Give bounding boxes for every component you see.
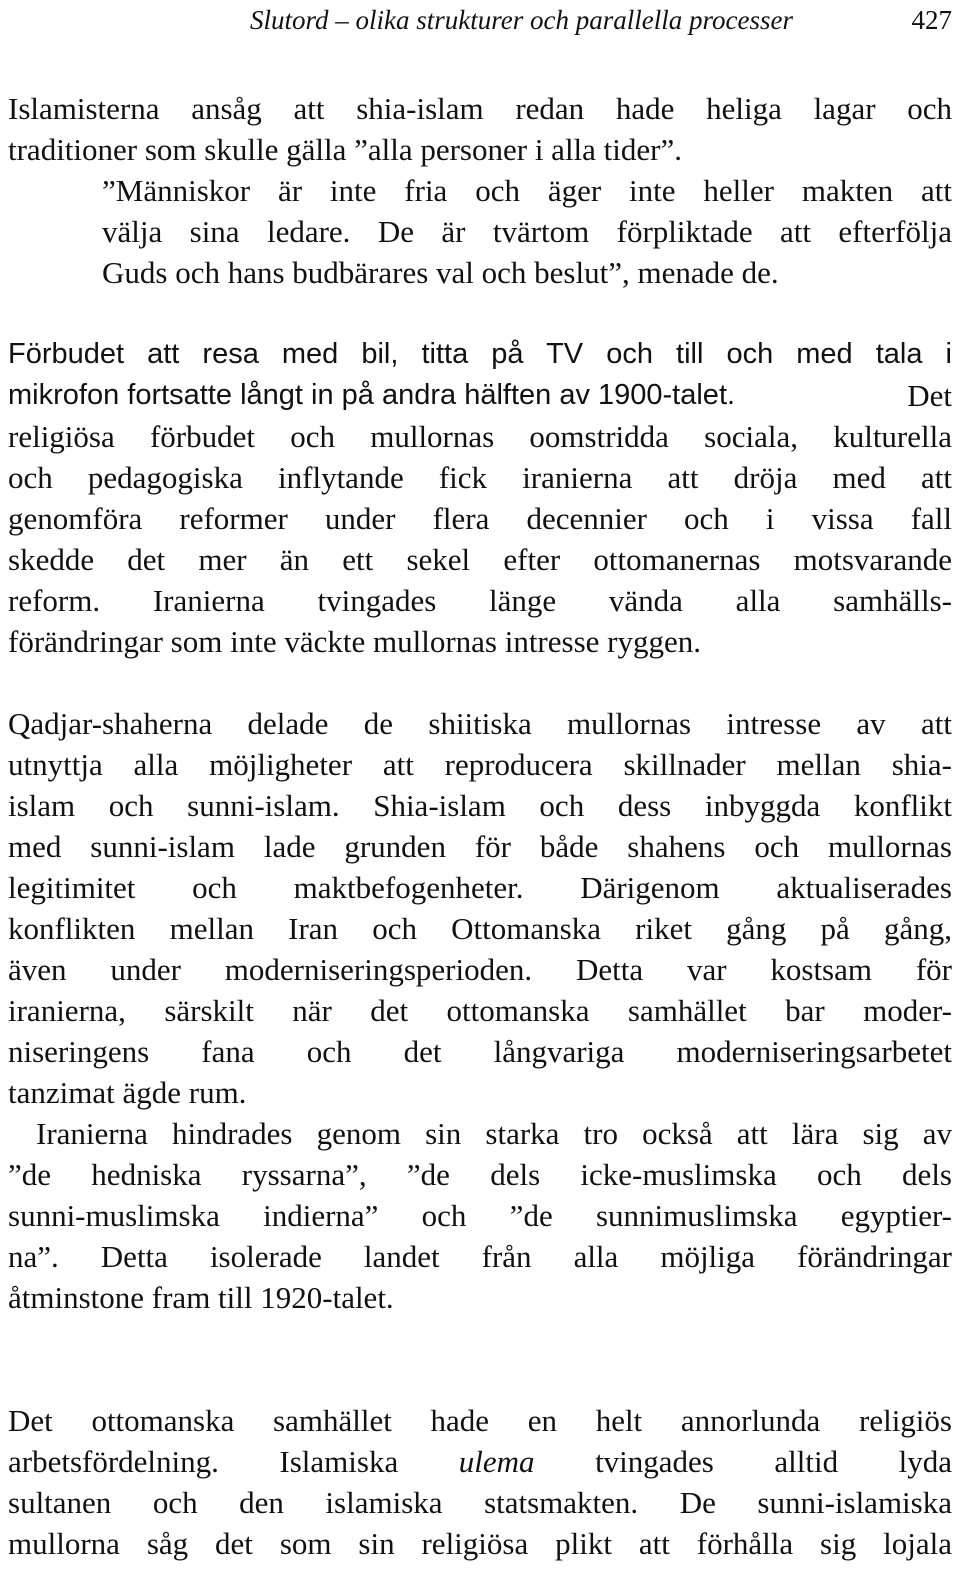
text-segment: arbetsfördelning. Islamiska (8, 1444, 399, 1479)
running-title: Slutord – olika strukturer och parallella processer (250, 5, 793, 35)
text-segment: tvingades alltid lyda (595, 1444, 952, 1479)
text-line: traditioner som skulle gälla ”alla personer i alla tider”. (8, 132, 682, 167)
text-line (8, 1441, 952, 1482)
page-number: 427 (911, 5, 952, 35)
text-line: na”. Detta isolerade landet från alla möjliga förändringar (8, 1239, 952, 1274)
text-line: niseringens fana och det långvariga moderniseringsarbetet (8, 1034, 952, 1069)
text-line: religiösa förbudet och mullornas oomstridda sociala, kulturella (8, 419, 952, 454)
quote-line: ”Människor är inte fria och äger inte heller makten att (102, 173, 952, 208)
block-quote (8, 170, 952, 293)
text-line: tanzimat ägde rum. (8, 1075, 247, 1110)
text-line: reform. Iranierna tvingades länge vända alla samhälls- (8, 583, 952, 618)
text-line: Qadjar-shaherna delade de shiitiska mullornas intresse av att (8, 706, 952, 741)
text-line: förändringar som inte väckte mullornas intresse ryggen. (8, 624, 701, 659)
text-line: mullorna såg det som sin religiösa plikt att förhålla sig lojala (8, 1526, 952, 1561)
quote-line: Guds och hans budbärares val och beslut”, menade de. (102, 255, 779, 290)
paragraph-islamists (8, 88, 952, 170)
paragraph-iranians (8, 1113, 952, 1318)
text-line: Det (907, 378, 952, 413)
text-line: mikrofon fortsatte långt in på andra hälften av 1900-talet. (8, 379, 736, 411)
text-line: sultanen och den islamiska statsmakten. De sunni-islamiska (8, 1485, 952, 1520)
text-line: Förbudet att resa med bil, titta på TV och till och med tala i (8, 338, 952, 370)
text-line: Iranierna hindrades genom sin starka tro också att lära sig av (36, 1116, 952, 1151)
text-line: åtminstone fram till 1920-talet. (8, 1280, 394, 1315)
text-line: Islamisterna ansåg att shia-islam redan hade heliga lagar och (8, 91, 952, 126)
text-line: skedde det mer än ett sekel efter ottomanernas motsvarande (8, 542, 952, 577)
text-line: utnyttja alla möjligheter att reproducera skillnader mellan shia- (8, 747, 952, 782)
running-header (8, 2, 952, 42)
text-line: Det ottomanska samhället hade en helt annorlunda religiös (8, 1403, 952, 1438)
text-line: sunni-muslimska indierna” och ”de sunnimuslimska egyptier- (8, 1198, 952, 1233)
text-line: och pedagogiska inflytande fick iranierna att dröja med att (8, 460, 952, 495)
text-line: legitimitet och maktbefogenheter. Därigenom aktualiserades (8, 870, 952, 905)
italic-term-ulema: ulema (458, 1444, 535, 1479)
paragraph-qadjar (8, 703, 952, 1113)
text-line: islam och sunni-islam. Shia-islam och dess inbyggda konflikt (8, 788, 952, 823)
quote-line: välja sina ledare. De är tvärtom förpliktade att efterfölja (102, 214, 952, 249)
text-line: iranierna, särskilt när det ottomanska samhället bar moder- (8, 993, 952, 1028)
text-line: konflikten mellan Iran och Ottomanska riket gång på gång, (8, 911, 952, 946)
text-line: med sunni-islam lade grunden för både shahens och mullornas (8, 829, 952, 864)
paragraph-ottoman (8, 1400, 952, 1564)
paragraph-prohibition-continued (8, 375, 952, 662)
text-line: även under moderniseringsperioden. Detta var kostsam för (8, 952, 952, 987)
text-line: genomföra reformer under flera decennier och i vissa fall (8, 501, 952, 536)
text-line: ”de hedniska ryssarna”, ”de dels icke-muslimska och dels (8, 1157, 952, 1192)
